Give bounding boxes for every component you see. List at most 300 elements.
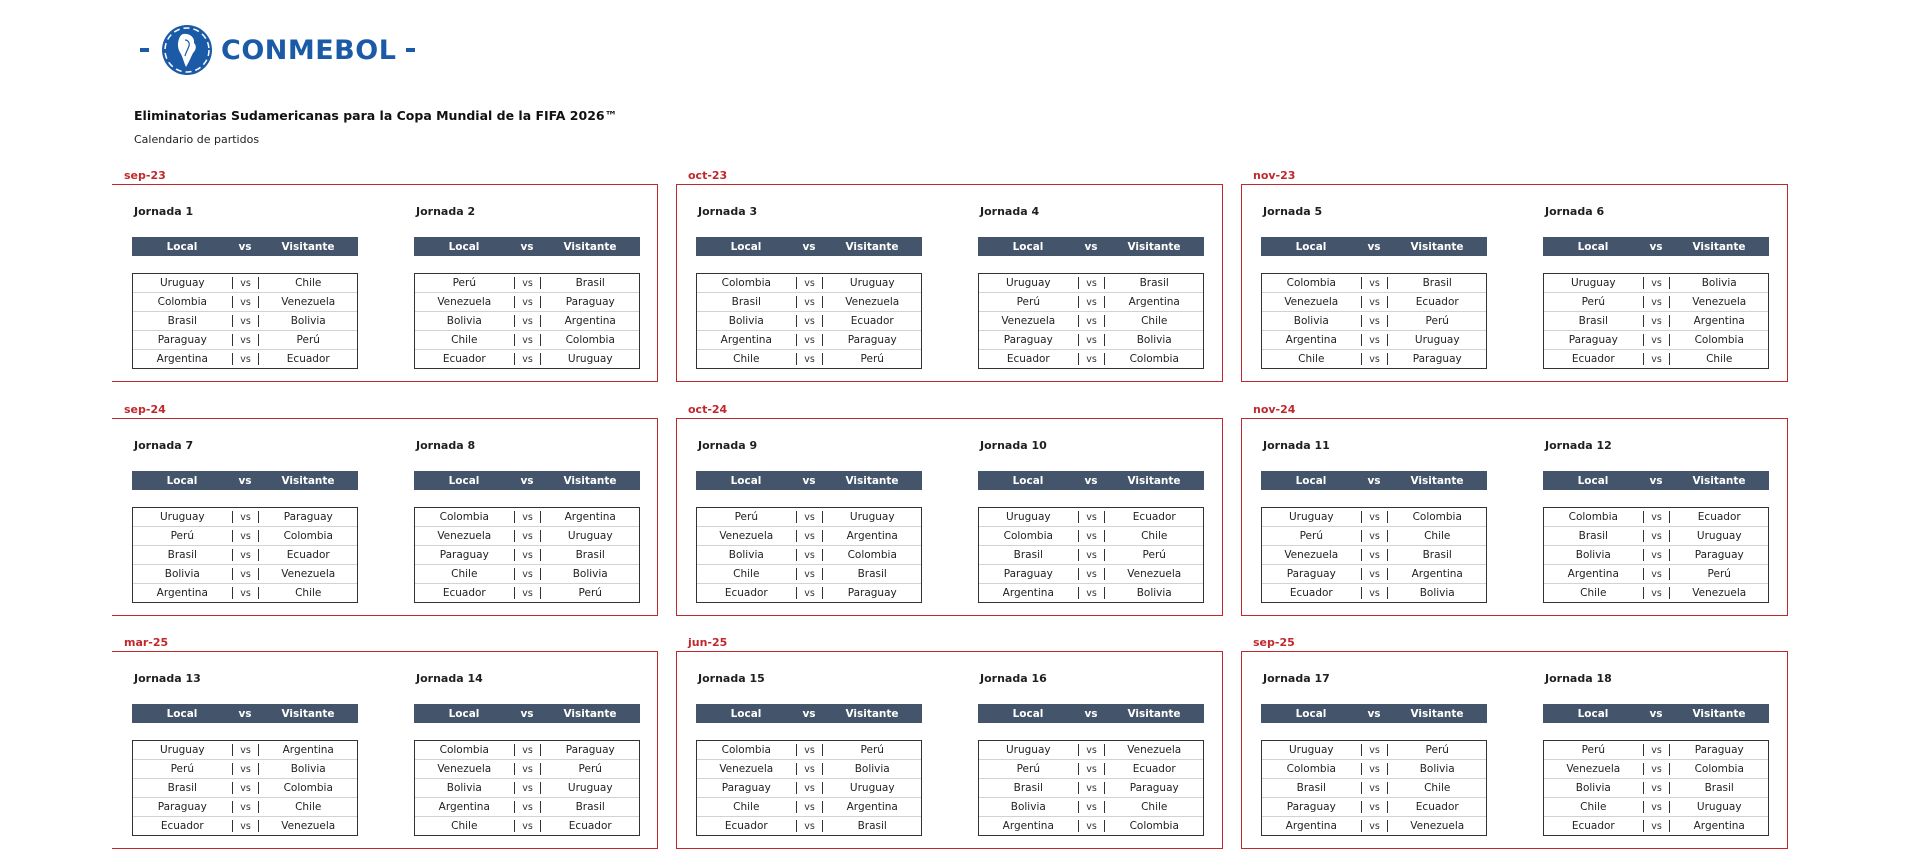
away-team: Brasil bbox=[540, 549, 639, 561]
vs-label: vs bbox=[240, 820, 251, 832]
fixture-table bbox=[696, 507, 922, 603]
table-row bbox=[1262, 779, 1486, 798]
table-row bbox=[133, 527, 357, 546]
table-row bbox=[979, 350, 1203, 368]
away-team: Uruguay bbox=[822, 277, 921, 289]
home-team: Brasil bbox=[1544, 530, 1644, 542]
vs-label: vs bbox=[522, 353, 533, 365]
vs-label: vs bbox=[1651, 296, 1662, 308]
vs-label: vs bbox=[1651, 744, 1662, 756]
away-team: Brasil bbox=[1387, 549, 1486, 561]
table-row bbox=[979, 779, 1203, 798]
header-vs: vs bbox=[520, 240, 534, 253]
away-team: Bolivia bbox=[258, 315, 357, 327]
away-team: Venezuela bbox=[1104, 568, 1203, 580]
logo-dash-left bbox=[140, 48, 149, 52]
table-row bbox=[1544, 527, 1768, 546]
away-team: Colombia bbox=[258, 530, 357, 542]
table-header bbox=[132, 471, 358, 490]
home-team: Argentina bbox=[133, 587, 233, 599]
away-team: Paraguay bbox=[540, 296, 639, 308]
away-team: Paraguay bbox=[258, 511, 357, 523]
away-team: Chile bbox=[1104, 315, 1203, 327]
home-team: Paraguay bbox=[1262, 801, 1362, 813]
home-team: Uruguay bbox=[979, 744, 1079, 756]
vs-label: vs bbox=[522, 820, 533, 832]
away-team: Perú bbox=[540, 763, 639, 775]
window-month-label: nov-24 bbox=[1253, 403, 1296, 416]
match-window bbox=[676, 169, 1223, 382]
away-team: Ecuador bbox=[1104, 763, 1203, 775]
table-row bbox=[979, 760, 1203, 779]
vs-label: vs bbox=[1086, 334, 1097, 346]
home-team: Brasil bbox=[697, 296, 797, 308]
table-row bbox=[697, 798, 921, 817]
away-team: Chile bbox=[1104, 801, 1203, 813]
header-vs: vs bbox=[1084, 240, 1098, 253]
home-team: Brasil bbox=[979, 549, 1079, 561]
home-team: Venezuela bbox=[415, 763, 515, 775]
vs-label: vs bbox=[1369, 296, 1380, 308]
home-team: Venezuela bbox=[415, 296, 515, 308]
away-team: Uruguay bbox=[540, 782, 639, 794]
away-team: Paraguay bbox=[540, 744, 639, 756]
match-window bbox=[676, 403, 1223, 616]
vs-label: vs bbox=[1651, 277, 1662, 289]
away-team: Uruguay bbox=[540, 353, 639, 365]
vs-label: vs bbox=[522, 549, 533, 561]
away-team: Paraguay bbox=[1669, 744, 1768, 756]
header-visitante: Visitante bbox=[281, 240, 335, 253]
home-team: Argentina bbox=[979, 587, 1079, 599]
home-team: Paraguay bbox=[133, 801, 233, 813]
vs-label: vs bbox=[1651, 334, 1662, 346]
away-team: Paraguay bbox=[1669, 549, 1768, 561]
matchday-title: Jornada 3 bbox=[698, 205, 758, 218]
table-row bbox=[697, 817, 921, 835]
table-row bbox=[1544, 331, 1768, 350]
vs-label: vs bbox=[1086, 587, 1097, 599]
header-local: Local bbox=[730, 707, 762, 720]
fixture-table bbox=[414, 507, 640, 603]
vs-label: vs bbox=[240, 315, 251, 327]
header-visitante: Visitante bbox=[563, 707, 617, 720]
header-local: Local bbox=[1012, 707, 1044, 720]
document-subtitle: Calendario de partidos bbox=[134, 133, 260, 146]
table-header bbox=[696, 704, 922, 723]
away-team: Venezuela bbox=[258, 296, 357, 308]
header-vs: vs bbox=[802, 474, 816, 487]
away-team: Chile bbox=[1669, 353, 1768, 365]
home-team: Perú bbox=[1544, 744, 1644, 756]
fixture-table bbox=[132, 507, 358, 603]
away-team: Ecuador bbox=[1104, 511, 1203, 523]
header-visitante: Visitante bbox=[845, 474, 899, 487]
away-team: Bolivia bbox=[1104, 334, 1203, 346]
header-local: Local bbox=[448, 240, 480, 253]
vs-label: vs bbox=[1086, 568, 1097, 580]
table-header bbox=[414, 704, 640, 723]
vs-label: vs bbox=[1369, 801, 1380, 813]
matchday-title: Jornada 17 bbox=[1263, 672, 1330, 685]
table-header bbox=[132, 704, 358, 723]
header-vs: vs bbox=[1084, 707, 1098, 720]
vs-label: vs bbox=[240, 763, 251, 775]
vs-label: vs bbox=[804, 763, 815, 775]
table-row bbox=[1262, 274, 1486, 293]
table-row bbox=[697, 779, 921, 798]
match-window bbox=[112, 403, 658, 616]
vs-label: vs bbox=[1086, 511, 1097, 523]
home-team: Uruguay bbox=[979, 277, 1079, 289]
table-row bbox=[1544, 817, 1768, 835]
table-row bbox=[415, 508, 639, 527]
home-team: Uruguay bbox=[133, 511, 233, 523]
away-team: Colombia bbox=[1669, 334, 1768, 346]
vs-label: vs bbox=[240, 587, 251, 599]
vs-label: vs bbox=[1369, 511, 1380, 523]
away-team: Ecuador bbox=[258, 353, 357, 365]
header-vs: vs bbox=[1367, 240, 1381, 253]
vs-label: vs bbox=[1369, 820, 1380, 832]
table-row bbox=[1262, 293, 1486, 312]
table-row bbox=[1262, 798, 1486, 817]
table-row bbox=[415, 565, 639, 584]
matchday-title: Jornada 1 bbox=[134, 205, 194, 218]
home-team: Perú bbox=[979, 763, 1079, 775]
header-vs: vs bbox=[238, 240, 252, 253]
away-team: Chile bbox=[258, 587, 357, 599]
away-team: Perú bbox=[822, 353, 921, 365]
away-team: Colombia bbox=[540, 334, 639, 346]
vs-label: vs bbox=[1086, 782, 1097, 794]
table-row bbox=[1262, 584, 1486, 602]
vs-label: vs bbox=[522, 782, 533, 794]
table-row bbox=[1544, 350, 1768, 368]
home-team: Bolivia bbox=[1544, 782, 1644, 794]
home-team: Chile bbox=[697, 568, 797, 580]
vs-label: vs bbox=[804, 820, 815, 832]
match-window bbox=[112, 169, 658, 382]
fixture-table bbox=[978, 273, 1204, 369]
home-team: Chile bbox=[1262, 353, 1362, 365]
home-team: Uruguay bbox=[1262, 511, 1362, 523]
vs-label: vs bbox=[240, 744, 251, 756]
table-header bbox=[1543, 237, 1769, 256]
table-row bbox=[415, 760, 639, 779]
vs-label: vs bbox=[522, 744, 533, 756]
table-header bbox=[414, 471, 640, 490]
home-team: Chile bbox=[697, 353, 797, 365]
away-team: Perú bbox=[822, 744, 921, 756]
header-vs: vs bbox=[1649, 707, 1663, 720]
match-window bbox=[1241, 403, 1788, 616]
home-team: Paraguay bbox=[1544, 334, 1644, 346]
header-vs: vs bbox=[1367, 707, 1381, 720]
away-team: Colombia bbox=[1669, 763, 1768, 775]
home-team: Colombia bbox=[415, 744, 515, 756]
header-local: Local bbox=[730, 240, 762, 253]
table-row bbox=[133, 312, 357, 331]
header-local: Local bbox=[166, 474, 198, 487]
table-row bbox=[415, 350, 639, 368]
home-team: Brasil bbox=[133, 549, 233, 561]
home-team: Bolivia bbox=[1262, 315, 1362, 327]
table-row bbox=[979, 546, 1203, 565]
home-team: Venezuela bbox=[1544, 763, 1644, 775]
away-team: Uruguay bbox=[1669, 530, 1768, 542]
vs-label: vs bbox=[522, 277, 533, 289]
vs-label: vs bbox=[804, 296, 815, 308]
home-team: Argentina bbox=[415, 801, 515, 813]
conmebol-logo bbox=[140, 22, 415, 78]
away-team: Brasil bbox=[1387, 277, 1486, 289]
header-local: Local bbox=[1295, 474, 1327, 487]
vs-label: vs bbox=[240, 334, 251, 346]
away-team: Brasil bbox=[540, 801, 639, 813]
table-row bbox=[415, 798, 639, 817]
header-vs: vs bbox=[520, 474, 534, 487]
table-row bbox=[1544, 741, 1768, 760]
home-team: Colombia bbox=[415, 511, 515, 523]
match-window bbox=[676, 636, 1223, 849]
away-team: Argentina bbox=[822, 530, 921, 542]
vs-label: vs bbox=[804, 782, 815, 794]
away-team: Chile bbox=[258, 277, 357, 289]
home-team: Argentina bbox=[1262, 334, 1362, 346]
table-row bbox=[1262, 546, 1486, 565]
home-team: Chile bbox=[1544, 587, 1644, 599]
header-local: Local bbox=[166, 707, 198, 720]
table-row bbox=[415, 817, 639, 835]
vs-label: vs bbox=[1651, 511, 1662, 523]
away-team: Bolivia bbox=[1104, 587, 1203, 599]
table-row bbox=[415, 293, 639, 312]
matchday-title: Jornada 11 bbox=[1263, 439, 1330, 452]
away-team: Colombia bbox=[1387, 511, 1486, 523]
table-row bbox=[979, 274, 1203, 293]
vs-label: vs bbox=[1651, 353, 1662, 365]
table-row bbox=[697, 527, 921, 546]
table-row bbox=[1544, 546, 1768, 565]
table-row bbox=[133, 584, 357, 602]
vs-label: vs bbox=[1651, 782, 1662, 794]
header-visitante: Visitante bbox=[1410, 707, 1464, 720]
home-team: Ecuador bbox=[133, 820, 233, 832]
window-month-label: oct-24 bbox=[688, 403, 728, 416]
away-team: Brasil bbox=[822, 568, 921, 580]
home-team: Chile bbox=[415, 820, 515, 832]
logo-dash-right bbox=[406, 48, 415, 52]
table-row bbox=[1262, 331, 1486, 350]
vs-label: vs bbox=[804, 549, 815, 561]
vs-label: vs bbox=[804, 744, 815, 756]
match-window bbox=[1241, 169, 1788, 382]
table-header bbox=[696, 237, 922, 256]
matchday-title: Jornada 2 bbox=[416, 205, 476, 218]
vs-label: vs bbox=[240, 568, 251, 580]
away-team: Argentina bbox=[1104, 296, 1203, 308]
vs-label: vs bbox=[1086, 549, 1097, 561]
matchday-title: Jornada 15 bbox=[698, 672, 765, 685]
document-title: Eliminatorias Sudamericanas para la Copa Mundial de la FIFA 2026™ bbox=[134, 108, 618, 123]
home-team: Perú bbox=[133, 763, 233, 775]
vs-label: vs bbox=[1651, 820, 1662, 832]
vs-label: vs bbox=[1369, 744, 1380, 756]
header-local: Local bbox=[1577, 240, 1609, 253]
home-team: Venezuela bbox=[1262, 549, 1362, 561]
home-team: Bolivia bbox=[415, 782, 515, 794]
away-team: Argentina bbox=[540, 511, 639, 523]
table-row bbox=[979, 817, 1203, 835]
vs-label: vs bbox=[1086, 315, 1097, 327]
home-team: Paraguay bbox=[415, 549, 515, 561]
vs-label: vs bbox=[804, 315, 815, 327]
away-team: Perú bbox=[1669, 568, 1768, 580]
table-row bbox=[415, 779, 639, 798]
away-team: Bolivia bbox=[540, 568, 639, 580]
fixture-table bbox=[1543, 740, 1769, 836]
vs-label: vs bbox=[1651, 801, 1662, 813]
away-team: Argentina bbox=[1387, 568, 1486, 580]
matchday-title: Jornada 18 bbox=[1545, 672, 1612, 685]
table-row bbox=[1262, 760, 1486, 779]
vs-label: vs bbox=[240, 511, 251, 523]
away-team: Venezuela bbox=[258, 820, 357, 832]
table-row bbox=[979, 741, 1203, 760]
table-row bbox=[697, 331, 921, 350]
home-team: Chile bbox=[415, 334, 515, 346]
header-visitante: Visitante bbox=[563, 240, 617, 253]
away-team: Perú bbox=[258, 334, 357, 346]
home-team: Colombia bbox=[697, 744, 797, 756]
table-row bbox=[697, 274, 921, 293]
table-row bbox=[1544, 508, 1768, 527]
vs-label: vs bbox=[522, 763, 533, 775]
home-team: Argentina bbox=[1544, 568, 1644, 580]
home-team: Venezuela bbox=[697, 763, 797, 775]
header-vs: vs bbox=[802, 240, 816, 253]
home-team: Argentina bbox=[697, 334, 797, 346]
vs-label: vs bbox=[240, 801, 251, 813]
table-header bbox=[978, 704, 1204, 723]
table-row bbox=[133, 331, 357, 350]
table-row bbox=[133, 779, 357, 798]
home-team: Colombia bbox=[1262, 763, 1362, 775]
vs-label: vs bbox=[1369, 763, 1380, 775]
table-row bbox=[1262, 312, 1486, 331]
table-row bbox=[1262, 527, 1486, 546]
table-row bbox=[1544, 584, 1768, 602]
fixture-table bbox=[978, 740, 1204, 836]
fixture-table bbox=[1543, 273, 1769, 369]
vs-label: vs bbox=[1651, 530, 1662, 542]
header-local: Local bbox=[1577, 707, 1609, 720]
home-team: Ecuador bbox=[415, 587, 515, 599]
away-team: Bolivia bbox=[258, 763, 357, 775]
table-row bbox=[415, 584, 639, 602]
table-row bbox=[697, 741, 921, 760]
home-team: Uruguay bbox=[1544, 277, 1644, 289]
vs-label: vs bbox=[240, 353, 251, 365]
home-team: Paraguay bbox=[979, 334, 1079, 346]
window-month-label: nov-23 bbox=[1253, 169, 1296, 182]
matchday-title: Jornada 10 bbox=[980, 439, 1047, 452]
vs-label: vs bbox=[804, 334, 815, 346]
matchday-title: Jornada 5 bbox=[1263, 205, 1323, 218]
window-month-label: jun-25 bbox=[688, 636, 728, 649]
away-team: Venezuela bbox=[822, 296, 921, 308]
away-team: Bolivia bbox=[822, 763, 921, 775]
home-team: Colombia bbox=[697, 277, 797, 289]
header-local: Local bbox=[1012, 474, 1044, 487]
table-row bbox=[133, 274, 357, 293]
fixture-table bbox=[132, 740, 358, 836]
table-row bbox=[415, 274, 639, 293]
matchday-title: Jornada 13 bbox=[134, 672, 201, 685]
table-header bbox=[1261, 471, 1487, 490]
table-row bbox=[979, 584, 1203, 602]
home-team: Uruguay bbox=[1262, 744, 1362, 756]
matchday-title: Jornada 9 bbox=[698, 439, 758, 452]
away-team: Brasil bbox=[1669, 782, 1768, 794]
table-row bbox=[979, 798, 1203, 817]
match-window bbox=[112, 636, 658, 849]
home-team: Ecuador bbox=[415, 353, 515, 365]
away-team: Colombia bbox=[1104, 353, 1203, 365]
header-visitante: Visitante bbox=[845, 240, 899, 253]
fixture-table bbox=[414, 273, 640, 369]
away-team: Ecuador bbox=[540, 820, 639, 832]
header-local: Local bbox=[1295, 707, 1327, 720]
table-row bbox=[1544, 312, 1768, 331]
window-month-label: sep-24 bbox=[124, 403, 166, 416]
table-row bbox=[697, 565, 921, 584]
away-team: Uruguay bbox=[822, 511, 921, 523]
table-row bbox=[697, 312, 921, 331]
away-team: Bolivia bbox=[1669, 277, 1768, 289]
away-team: Argentina bbox=[540, 315, 639, 327]
fixture-table bbox=[132, 273, 358, 369]
table-row bbox=[415, 312, 639, 331]
vs-label: vs bbox=[804, 568, 815, 580]
home-team: Ecuador bbox=[697, 587, 797, 599]
away-team: Paraguay bbox=[1387, 353, 1486, 365]
vs-label: vs bbox=[804, 353, 815, 365]
table-row bbox=[133, 741, 357, 760]
table-row bbox=[1544, 565, 1768, 584]
header-local: Local bbox=[1295, 240, 1327, 253]
vs-label: vs bbox=[240, 296, 251, 308]
home-team: Paraguay bbox=[1262, 568, 1362, 580]
table-row bbox=[979, 293, 1203, 312]
table-header bbox=[978, 471, 1204, 490]
matchday-title: Jornada 7 bbox=[134, 439, 194, 452]
table-row bbox=[415, 546, 639, 565]
away-team: Brasil bbox=[1104, 277, 1203, 289]
home-team: Bolivia bbox=[133, 568, 233, 580]
table-row bbox=[1544, 779, 1768, 798]
window-month-label: sep-25 bbox=[1253, 636, 1295, 649]
vs-label: vs bbox=[240, 782, 251, 794]
vs-label: vs bbox=[804, 587, 815, 599]
table-row bbox=[979, 312, 1203, 331]
home-team: Brasil bbox=[979, 782, 1079, 794]
home-team: Uruguay bbox=[133, 744, 233, 756]
away-team: Colombia bbox=[1104, 820, 1203, 832]
table-row bbox=[1544, 293, 1768, 312]
home-team: Paraguay bbox=[979, 568, 1079, 580]
